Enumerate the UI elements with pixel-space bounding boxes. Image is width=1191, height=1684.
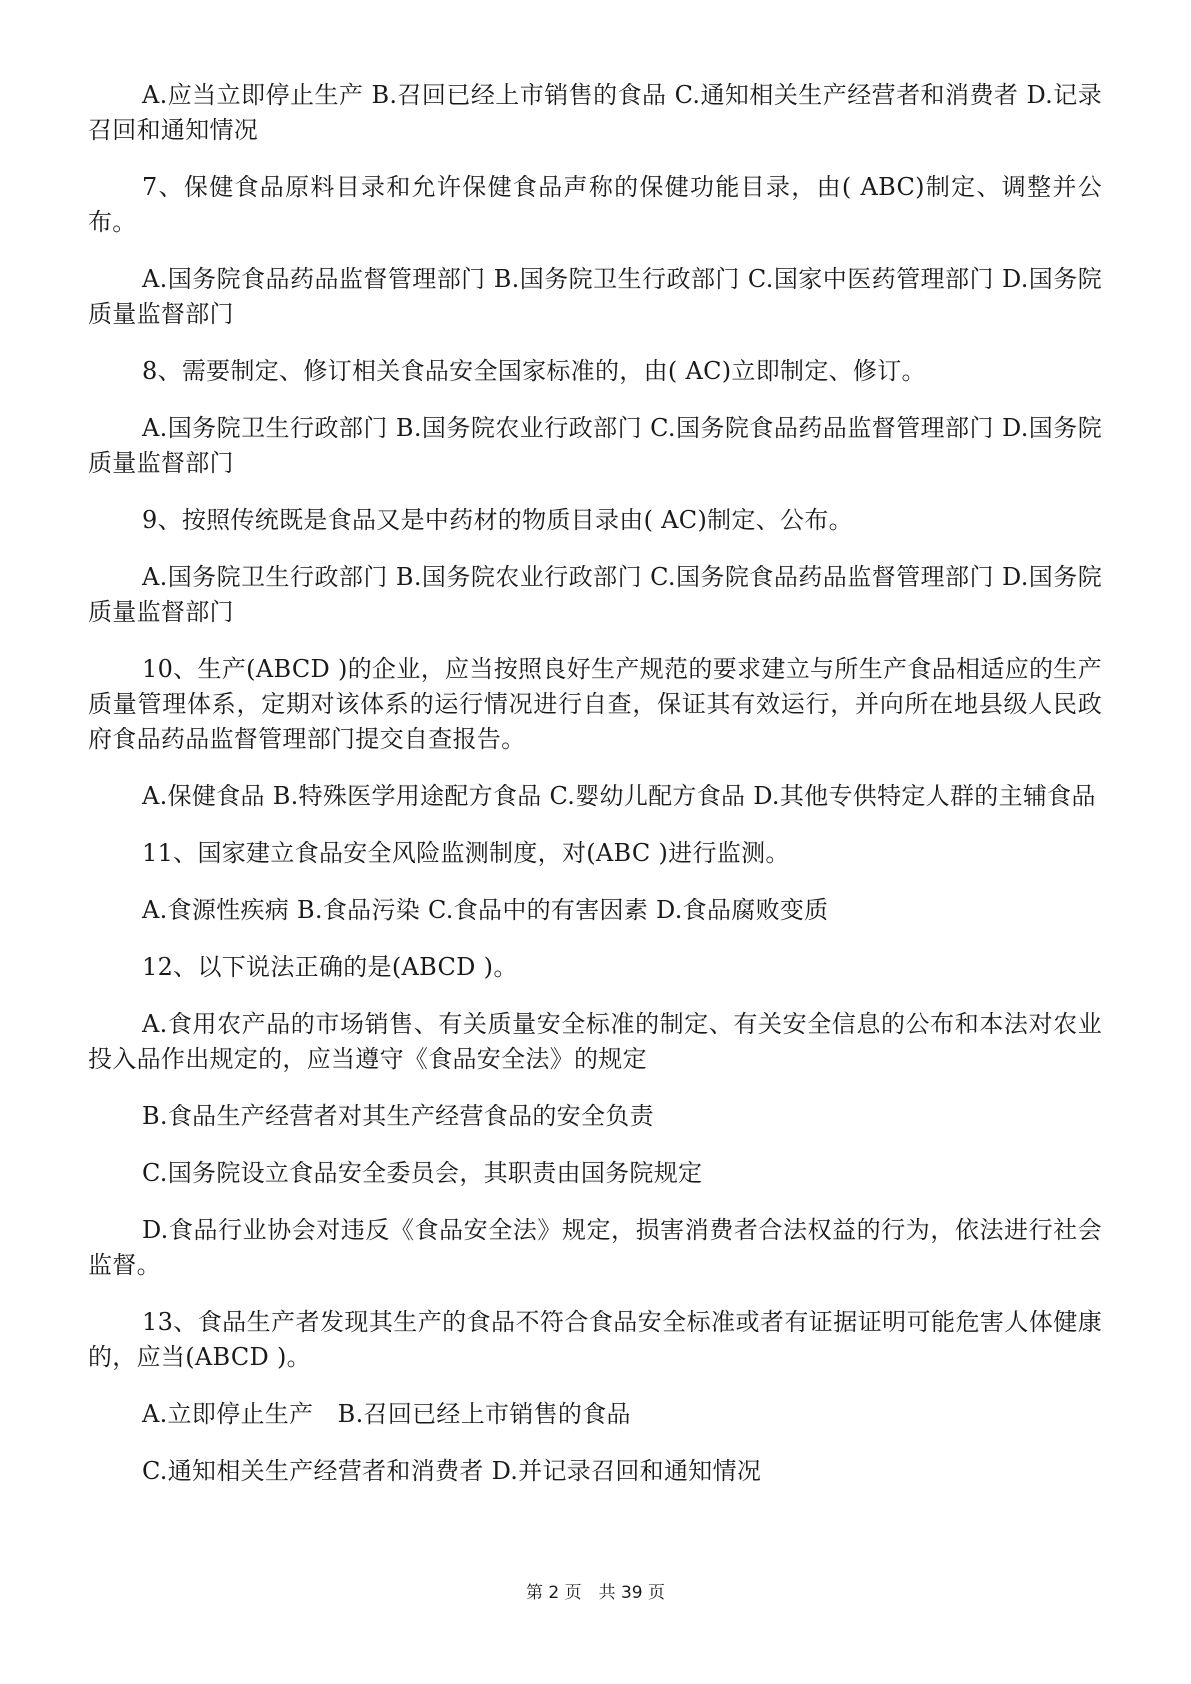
paragraph-options-q8: A.国务院卫生行政部门 B.国务院农业行政部门 C.国务院食品药品监督管理部门 D.国务院质量监督部门	[88, 414, 1102, 477]
paragraph-options-q7: A.国务院食品药品监督管理部门 B.国务院卫生行政部门 C.国家中医药管理部门 D.国务院质量监督部门	[88, 265, 1102, 328]
paragraph-option-12a: A.食用农产品的市场销售、有关质量安全标准的制定、有关安全信息的公布和本法对农业投入品作出规定的，应当遵守《食品安全法》的规定	[88, 1010, 1102, 1073]
paragraph-question-9: 9、按照传统既是食品又是中药材的物质目录由( AC)制定、公布。	[142, 506, 853, 534]
page-number-footer: 第 2 页 共 39 页	[525, 1583, 666, 1603]
paragraph-options-q10: A.保健食品 B.特殊医学用途配方食品 C.婴幼儿配方食品 D.其他专供特定人群的主辅食品	[142, 782, 1096, 810]
paragraph-options-q9: A.国务院卫生行政部门 B.国务院农业行政部门 C.国务院食品药品监督管理部门 D.国务院质量监督部门	[88, 563, 1102, 626]
paragraph-options-q6: A.应当立即停止生产 B.召回已经上市销售的食品 C.通知相关生产经营者和消费者 D.记录召回和通知情况	[88, 81, 1102, 144]
paragraph-question-10: 10、生产(ABCD )的企业，应当按照良好生产规范的要求建立与所生产食品相适应的生产质量管理体系，定期对该体系的运行情况进行自查，保证其有效运行，并向所在地县级人民政府食品药品监督管理部门提交自查报告。	[88, 655, 1102, 753]
paragraph-option-12d: D.食品行业协会对违反《食品安全法》规定，损害消费者合法权益的行为，依法进行社会监督。	[88, 1216, 1102, 1279]
paragraph-question-13: 13、食品生产者发现其生产的食品不符合食品安全标准或者有证据证明可能危害人体健康的，应当(ABCD )。	[88, 1308, 1102, 1371]
paragraph-question-8: 8、需要制定、修订相关食品安全国家标准的，由( AC)立即制定、修订。	[142, 357, 926, 385]
paragraph-options-q13-cd: C.通知相关生产经营者和消费者 D.并记录召回和通知情况	[142, 1457, 762, 1485]
paragraph-option-12b: B.食品生产经营者对其生产经营食品的安全负责	[142, 1102, 654, 1130]
paragraph-question-11: 11、国家建立食品安全风险监测制度，对(ABC )进行监测。	[142, 839, 790, 867]
paragraph-options-q11: A.食源性疾病 B.食品污染 C.食品中的有害因素 D.食品腐败变质	[142, 896, 829, 924]
paragraph-options-q13-ab: A.立即停止生产 B.召回已经上市销售的食品	[142, 1400, 631, 1428]
paragraph-question-12: 12、以下说法正确的是(ABCD )。	[142, 953, 518, 981]
paragraph-option-12c: C.国务院设立食品安全委员会，其职责由国务院规定	[142, 1159, 703, 1187]
paragraph-question-7: 7、保健食品原料目录和允许保健食品声称的保健功能目录，由( ABC)制定、调整并公布。	[88, 173, 1102, 236]
document-body	[88, 78, 1102, 1511]
